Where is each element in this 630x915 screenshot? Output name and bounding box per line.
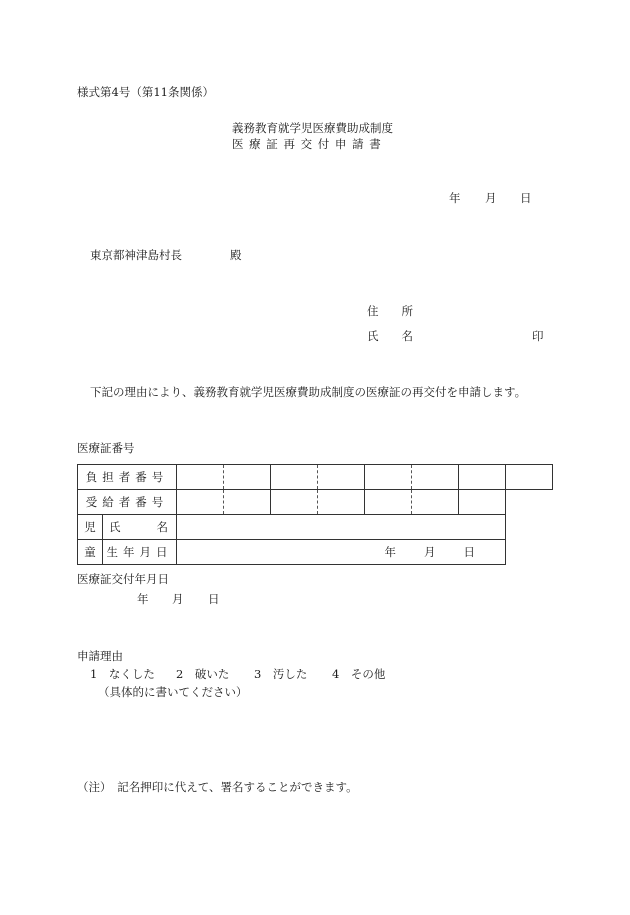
recipient-digit-2[interactable] [224, 490, 271, 515]
recipient-digit-4[interactable] [318, 490, 365, 515]
dob-day-label: 日 [463, 545, 475, 559]
issue-day-label: 日 [208, 592, 220, 606]
payer-digit-5[interactable] [365, 465, 412, 490]
address-label: 住 所 [367, 304, 413, 318]
title-line-1: 義務教育就学児医療費助成制度 [232, 121, 393, 135]
issue-month-label: 月 [172, 592, 184, 606]
child-label-2: 童 [78, 540, 103, 565]
child-dob-row [78, 540, 553, 565]
name-label-b: 名 [156, 520, 168, 534]
form-number: 様式第4号（第11条関係） [77, 85, 214, 99]
recipient-digit-5[interactable] [365, 490, 412, 515]
honorific: 殿 [230, 248, 242, 262]
payer-digit-2[interactable] [224, 465, 271, 490]
reason-option-3[interactable]: 3 汚した [254, 667, 308, 681]
reason-detail: （具体的に書いてください） [98, 685, 248, 699]
recipient-digit-6[interactable] [412, 490, 459, 515]
reason-option-2[interactable]: 2 破いた [176, 667, 230, 681]
reason-heading: 申請理由 [77, 649, 123, 663]
payer-digit-1[interactable] [177, 465, 224, 490]
recipient-label: 受給者番号 [78, 490, 177, 515]
payer-digit-4[interactable] [318, 465, 365, 490]
payer-label: 負担者番号 [78, 465, 177, 490]
certificate-table [77, 464, 553, 565]
child-name-row [78, 515, 553, 540]
recipient-row [78, 490, 553, 515]
child-label-1: 児 [78, 515, 103, 540]
name-label-a: 氏 [109, 520, 121, 534]
addressee: 東京都神津島村長 [90, 248, 182, 262]
payer-digit-7[interactable] [459, 465, 506, 490]
issue-date-heading: 医療証交付年月日 [77, 572, 169, 586]
payer-digit-6[interactable] [412, 465, 459, 490]
reason-option-4[interactable]: 4 その他 [332, 667, 386, 681]
dob-label: 生年月日 [103, 540, 177, 565]
child-name-field[interactable] [177, 515, 506, 540]
seal-label: 印 [532, 329, 544, 343]
dob-month-label: 月 [424, 545, 436, 559]
reason-option-1[interactable]: 1 なくした [90, 667, 155, 681]
date-month-label: 月 [485, 191, 497, 205]
date-year-label: 年 [449, 191, 461, 205]
name-label: 氏 名 [367, 329, 413, 343]
date-day-label: 日 [520, 191, 532, 205]
payer-digit-3[interactable] [271, 465, 318, 490]
issue-year-label: 年 [137, 592, 149, 606]
payer-digit-8[interactable] [506, 465, 553, 490]
child-dob-field[interactable] [177, 540, 506, 565]
title-line-2: 医 療 証 再 交 付 申 請 書 [232, 137, 382, 151]
note: （注） 記名押印に代えて、署名することができます。 [77, 780, 358, 794]
recipient-digit-1[interactable] [177, 490, 224, 515]
payer-row [78, 465, 553, 490]
cert-number-heading: 医療証番号 [77, 441, 135, 455]
dob-year-label: 年 [384, 545, 396, 559]
statement: 下記の理由により、義務教育就学児医療費助成制度の医療証の再交付を申請します。 [90, 385, 527, 399]
child-name-label [103, 515, 177, 540]
recipient-digit-7[interactable] [459, 490, 506, 515]
recipient-digit-3[interactable] [271, 490, 318, 515]
